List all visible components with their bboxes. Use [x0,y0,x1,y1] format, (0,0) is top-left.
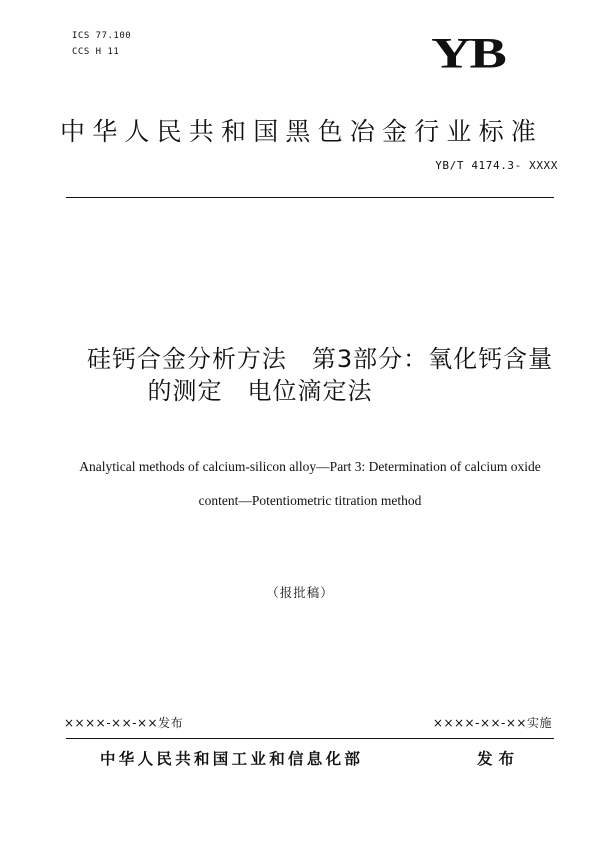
english-title-line-1: Analytical methods of calcium-silicon alloy—Part 3: Determination of calcium oxide [79,459,541,474]
issuing-authority: 中华人民共和国工业和信息化部 [100,750,364,768]
standard-code: YB/T 4174.3- XXXX [435,159,558,172]
issue-label: 发布 [477,750,521,768]
chinese-title-line-2: 的测定 电位滴定法 [147,377,373,405]
yb-logo: YB [431,29,505,78]
top-divider [66,197,554,198]
publish-date: ××××-××-××发布 [64,716,184,730]
implementation-date: ××××-××-××实施 [432,716,552,730]
bottom-divider [66,738,554,739]
ics-code: ICS 77.100 [72,31,132,41]
standard-category-title: 中华人民共和国黑色冶金行业标准 [60,117,544,146]
ccs-code: CCS H 11 [72,47,120,57]
draft-status: （报批稿） [266,585,334,600]
english-title-line-2: content—Potentiometric titration method [198,493,422,508]
chinese-title-line-1: 硅钙合金分析方法 第3部分：氧化钙含量 [86,345,554,373]
